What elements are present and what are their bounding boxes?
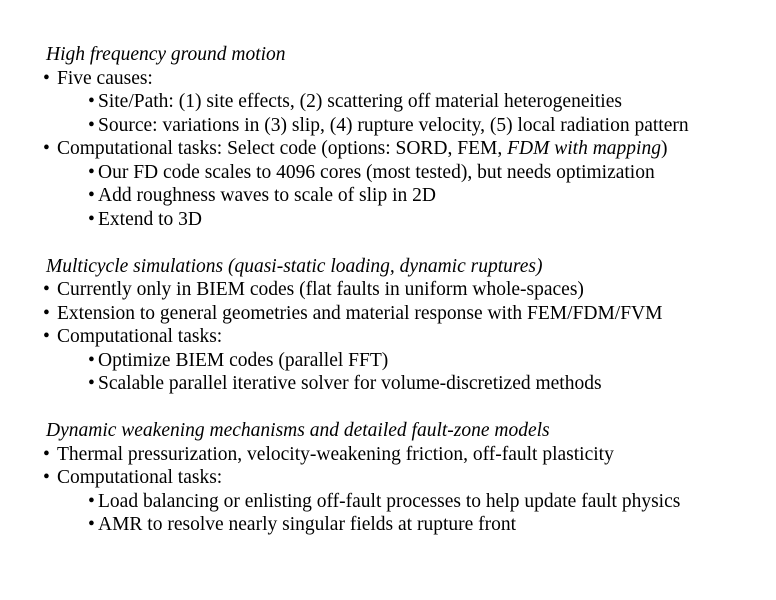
bullet-text: Scalable parallel iterative solver for volume-discretized methods (98, 373, 602, 394)
bullet-icon: • (43, 138, 50, 159)
bullet-text-suffix: ) (660, 138, 668, 159)
bullet-icon: • (43, 443, 50, 465)
section-spacer (0, 396, 776, 420)
bullet-icon: • (88, 208, 95, 230)
bullet-item (0, 67, 776, 91)
bullet-item (0, 137, 776, 161)
section-spacer (0, 231, 776, 255)
bullet-icon: • (43, 279, 50, 300)
bullet-icon: • (43, 326, 50, 347)
section-dynamic-weakening (0, 419, 776, 537)
bullet-icon: • (88, 114, 95, 136)
bullet-item (0, 372, 776, 396)
bullet-text: Currently only in BIEM codes (flat faults in uniform whole-spaces) (57, 279, 584, 300)
bullet-text: Optimize BIEM codes (parallel FFT) (98, 349, 389, 371)
bullet-icon: • (88, 373, 95, 394)
section-high-frequency (0, 43, 776, 231)
bullet-text: Extension to general geometries and material response with FEM/FDM/FVM (57, 302, 663, 324)
bullet-text: Source: variations in (3) slip, (4) rupture velocity, (5) local radiation pattern (98, 114, 689, 136)
bullet-text: Our FD code scales to 4096 cores (most tested), but needs optimization (98, 161, 655, 183)
section-heading: Multicycle simulations (quasi-static loading, dynamic ruptures) (46, 255, 543, 277)
bullet-item (0, 349, 776, 373)
bullet-text: Add roughness waves to scale of slip in 2D (98, 185, 436, 206)
bullet-icon: • (88, 349, 95, 371)
bullet-text: Site/Path: (1) site effects, (2) scattering off material heterogeneities (98, 91, 622, 112)
bullet-text: Extend to 3D (98, 208, 202, 230)
bullet-item (0, 490, 776, 514)
section-heading: High frequency ground motion (46, 44, 286, 65)
bullet-text: Computational tasks: (57, 326, 223, 347)
bullet-item (0, 184, 776, 208)
bullet-text: AMR to resolve nearly singular fields at rupture front (98, 514, 517, 535)
bullet-item (0, 513, 776, 537)
bullet-item (0, 114, 776, 138)
bullet-icon: • (88, 161, 95, 183)
bullet-icon: • (88, 490, 95, 512)
bullet-item (0, 278, 776, 302)
bullet-icon: • (43, 467, 50, 488)
section-multicycle (0, 255, 776, 396)
bullet-icon: • (88, 514, 95, 535)
bullet-item (0, 466, 776, 490)
bullet-item (0, 443, 776, 467)
bullet-text-italic: FDM with mapping (507, 138, 661, 159)
bullet-icon: • (88, 185, 95, 206)
bullet-item (0, 90, 776, 114)
bullet-text: Thermal pressurization, velocity-weakening friction, off-fault plasticity (57, 443, 614, 465)
bullet-text: Load balancing or enlisting off-fault processes to help update fault physics (98, 490, 681, 512)
bullet-item (0, 208, 776, 232)
bullet-icon: • (43, 67, 50, 89)
bullet-text: Five causes: (57, 67, 153, 89)
bullet-text: Computational tasks: Select code (options: SORD, FEM, (57, 138, 508, 159)
bullet-icon: • (88, 91, 95, 112)
section-heading: Dynamic weakening mechanisms and detailed fault-zone models (46, 420, 550, 441)
bullet-text: Computational tasks: (57, 467, 223, 488)
bullet-icon: • (43, 302, 50, 324)
bullet-item (0, 161, 776, 185)
bullet-item (0, 302, 776, 326)
bullet-item (0, 325, 776, 349)
